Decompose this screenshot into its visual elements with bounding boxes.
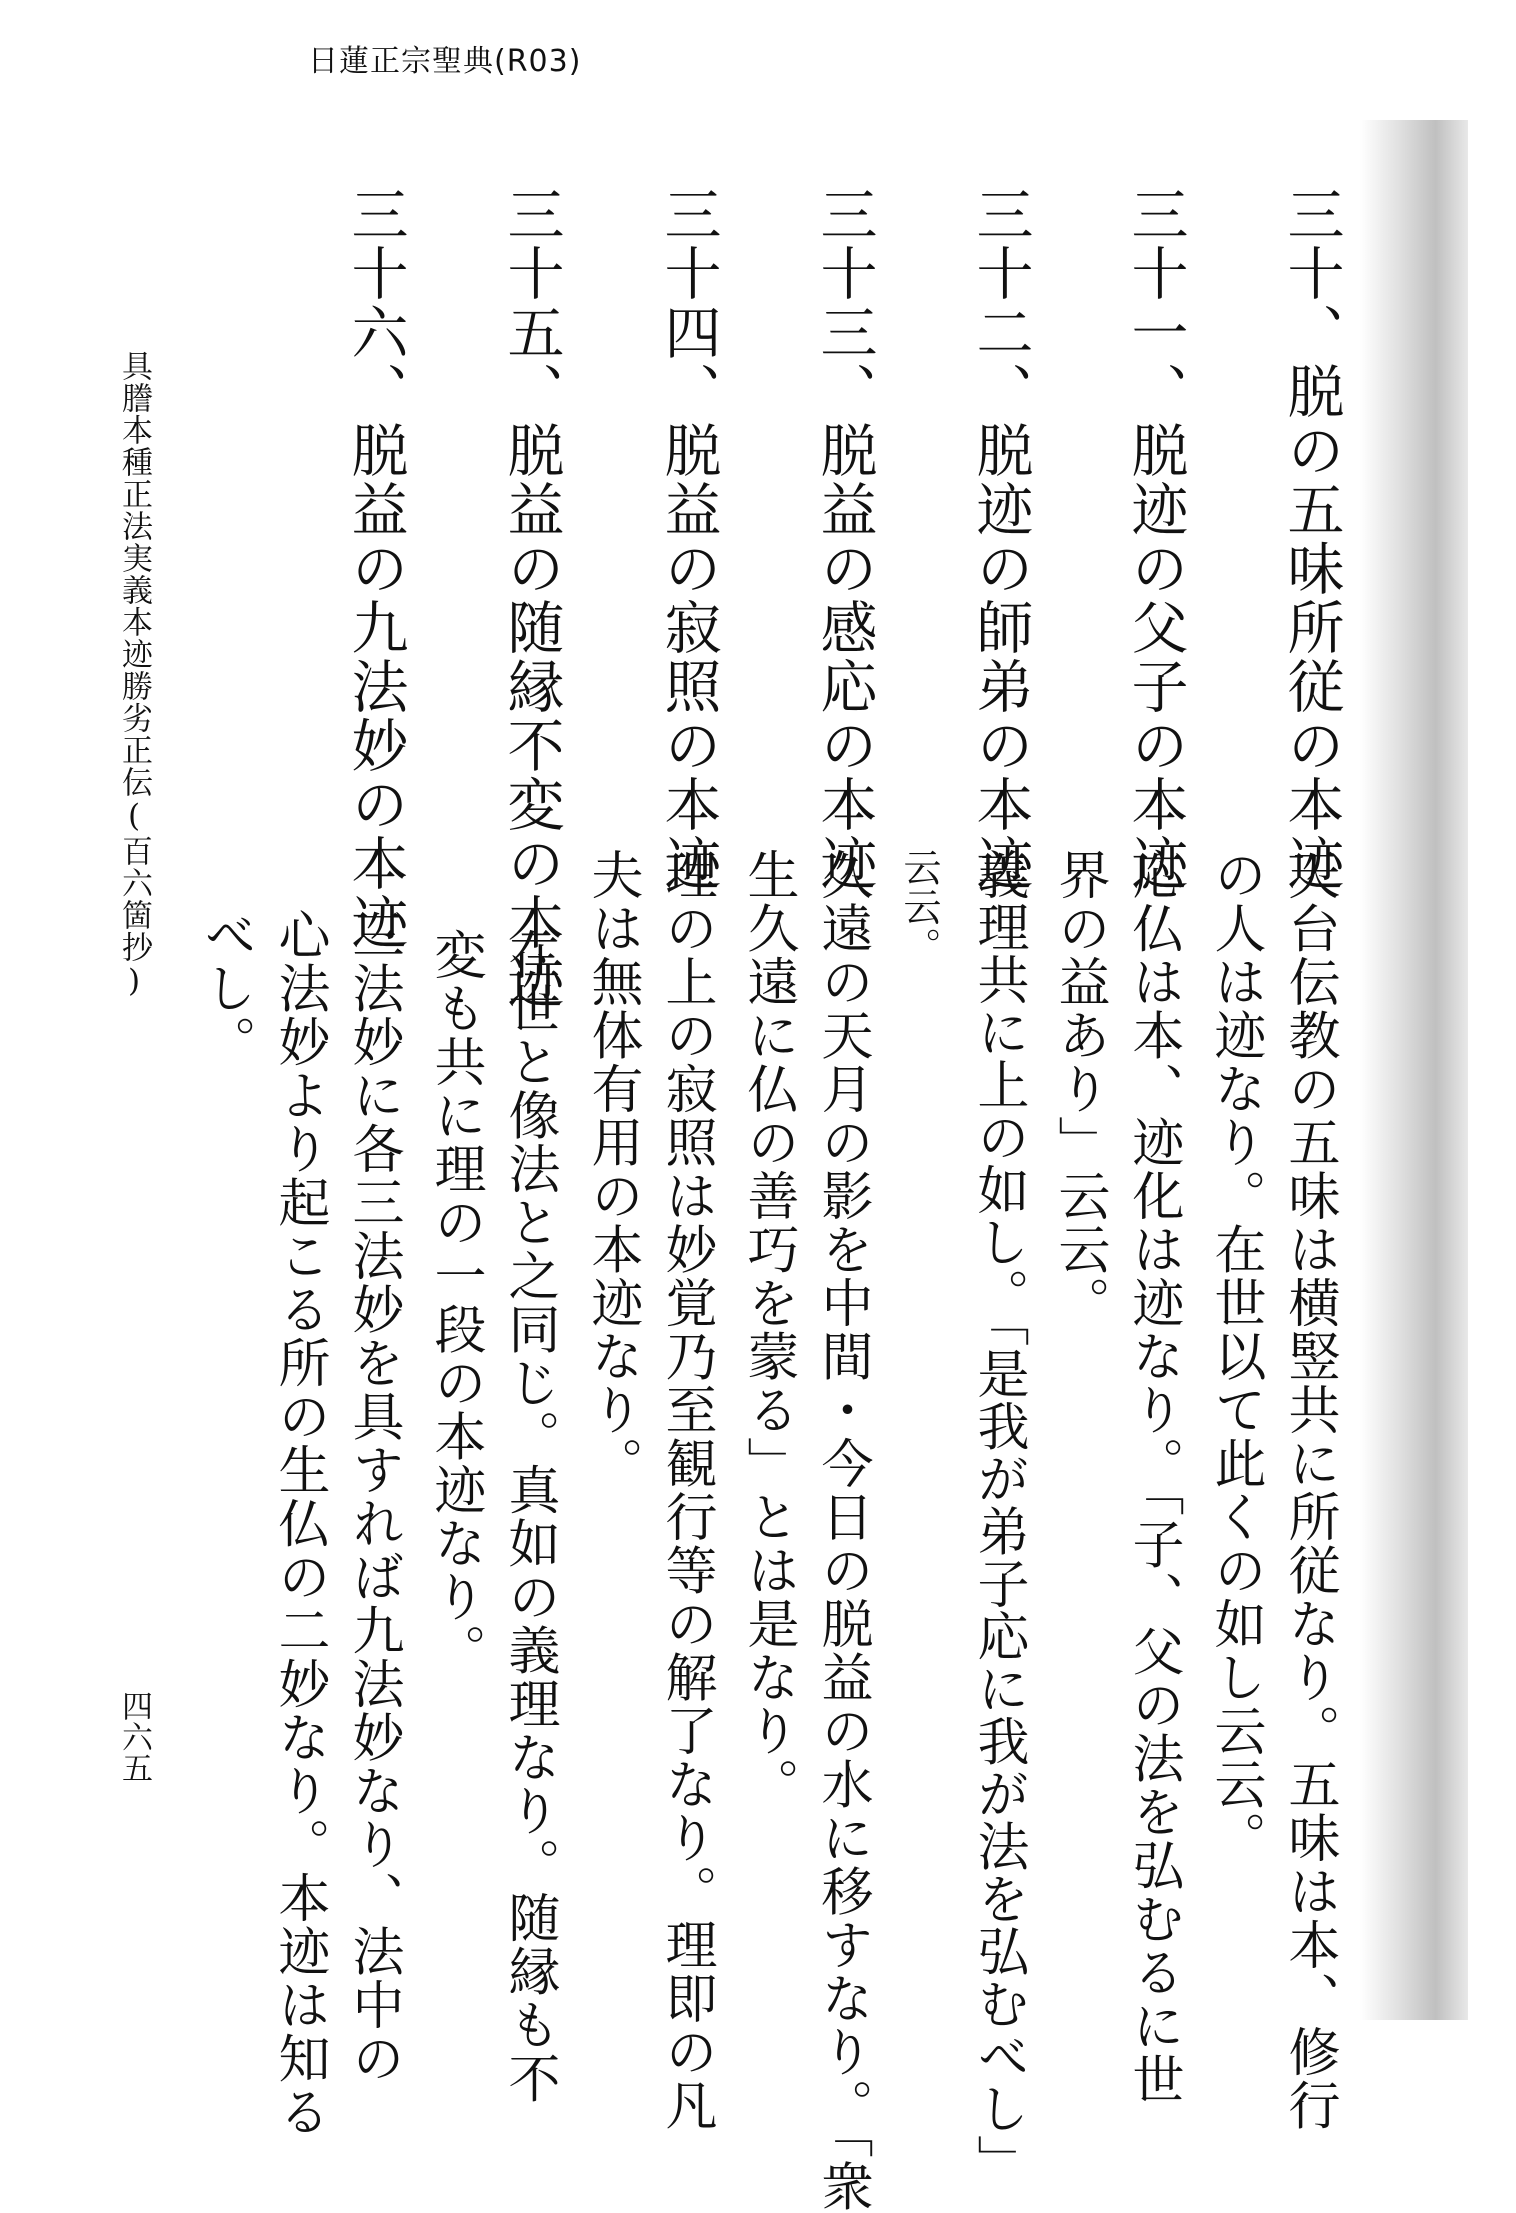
section-heading: 三十六、脱益の九法妙の本迹 — [342, 185, 408, 952]
section-body-line: 応仏は本、迹化は迹なり。「子、父の法を弘むるに世 — [1123, 848, 1183, 2106]
section-body-line: 理の上の寂照は妙覚乃至観行等の解了なり。理即の凡 — [656, 848, 716, 2132]
section-heading: 三十四、脱益の寂照の本迹 — [655, 185, 721, 893]
section-heading: 三十二、脱迹の師弟の本迹 — [967, 185, 1033, 893]
page-number: 四六五 — [116, 1690, 152, 1783]
section-body-line: 三法妙に各三法妙を具すれば九法妙なり、法中の — [343, 908, 403, 2085]
section-body-line: 心法妙より起こる所の生仏の二妙なり。本迹は知る — [269, 908, 329, 2139]
running-title: 具謄本種正法実義本迹勝劣正伝(百六箇抄) — [116, 350, 152, 1000]
section-body-line: 云云。 — [897, 848, 941, 967]
section-body-line: の人は迹なり。在世以て此くの如し云云。 — [1205, 848, 1265, 1865]
page-edge-shadow — [1360, 120, 1468, 2020]
section-body-line: 生久遠に仏の善巧を蒙る」とは是なり。 — [738, 848, 798, 1811]
document-header: 日蓮正宗聖典(R03) — [308, 44, 582, 79]
section-body-line: 久遠の天月の影を中間・今日の脱益の水に移すなり。「衆 — [812, 848, 872, 2213]
section-body-line: べし。 — [195, 908, 255, 1069]
section-body-line: 在世と像法と之同じ。真如の義理なり。随縁も不 — [499, 928, 559, 2105]
section-body-line: 界の益あり」云云。 — [1049, 848, 1109, 1330]
section-body-line: 天台伝教の五味は横竪共に所従なり。五味は本、修行 — [1279, 848, 1339, 2132]
section-heading: 三十三、脱益の感応の本迹 — [811, 185, 877, 893]
section-body-line: 義理共に上の如し。「是我が弟子応に我が法を弘むべし」 — [968, 848, 1028, 2187]
section-body-line: 夫は無体有用の本迹なり。 — [582, 848, 642, 1490]
section-heading: 三十、脱の五味所従の本迹 — [1278, 185, 1344, 893]
section-heading: 三十一、脱迹の父子の本迹 — [1122, 185, 1188, 893]
section-body-line: 変も共に理の一段の本迹なり。 — [425, 928, 485, 1677]
section-heading: 三十五、脱益の随縁不変の本迹 — [498, 185, 564, 1011]
